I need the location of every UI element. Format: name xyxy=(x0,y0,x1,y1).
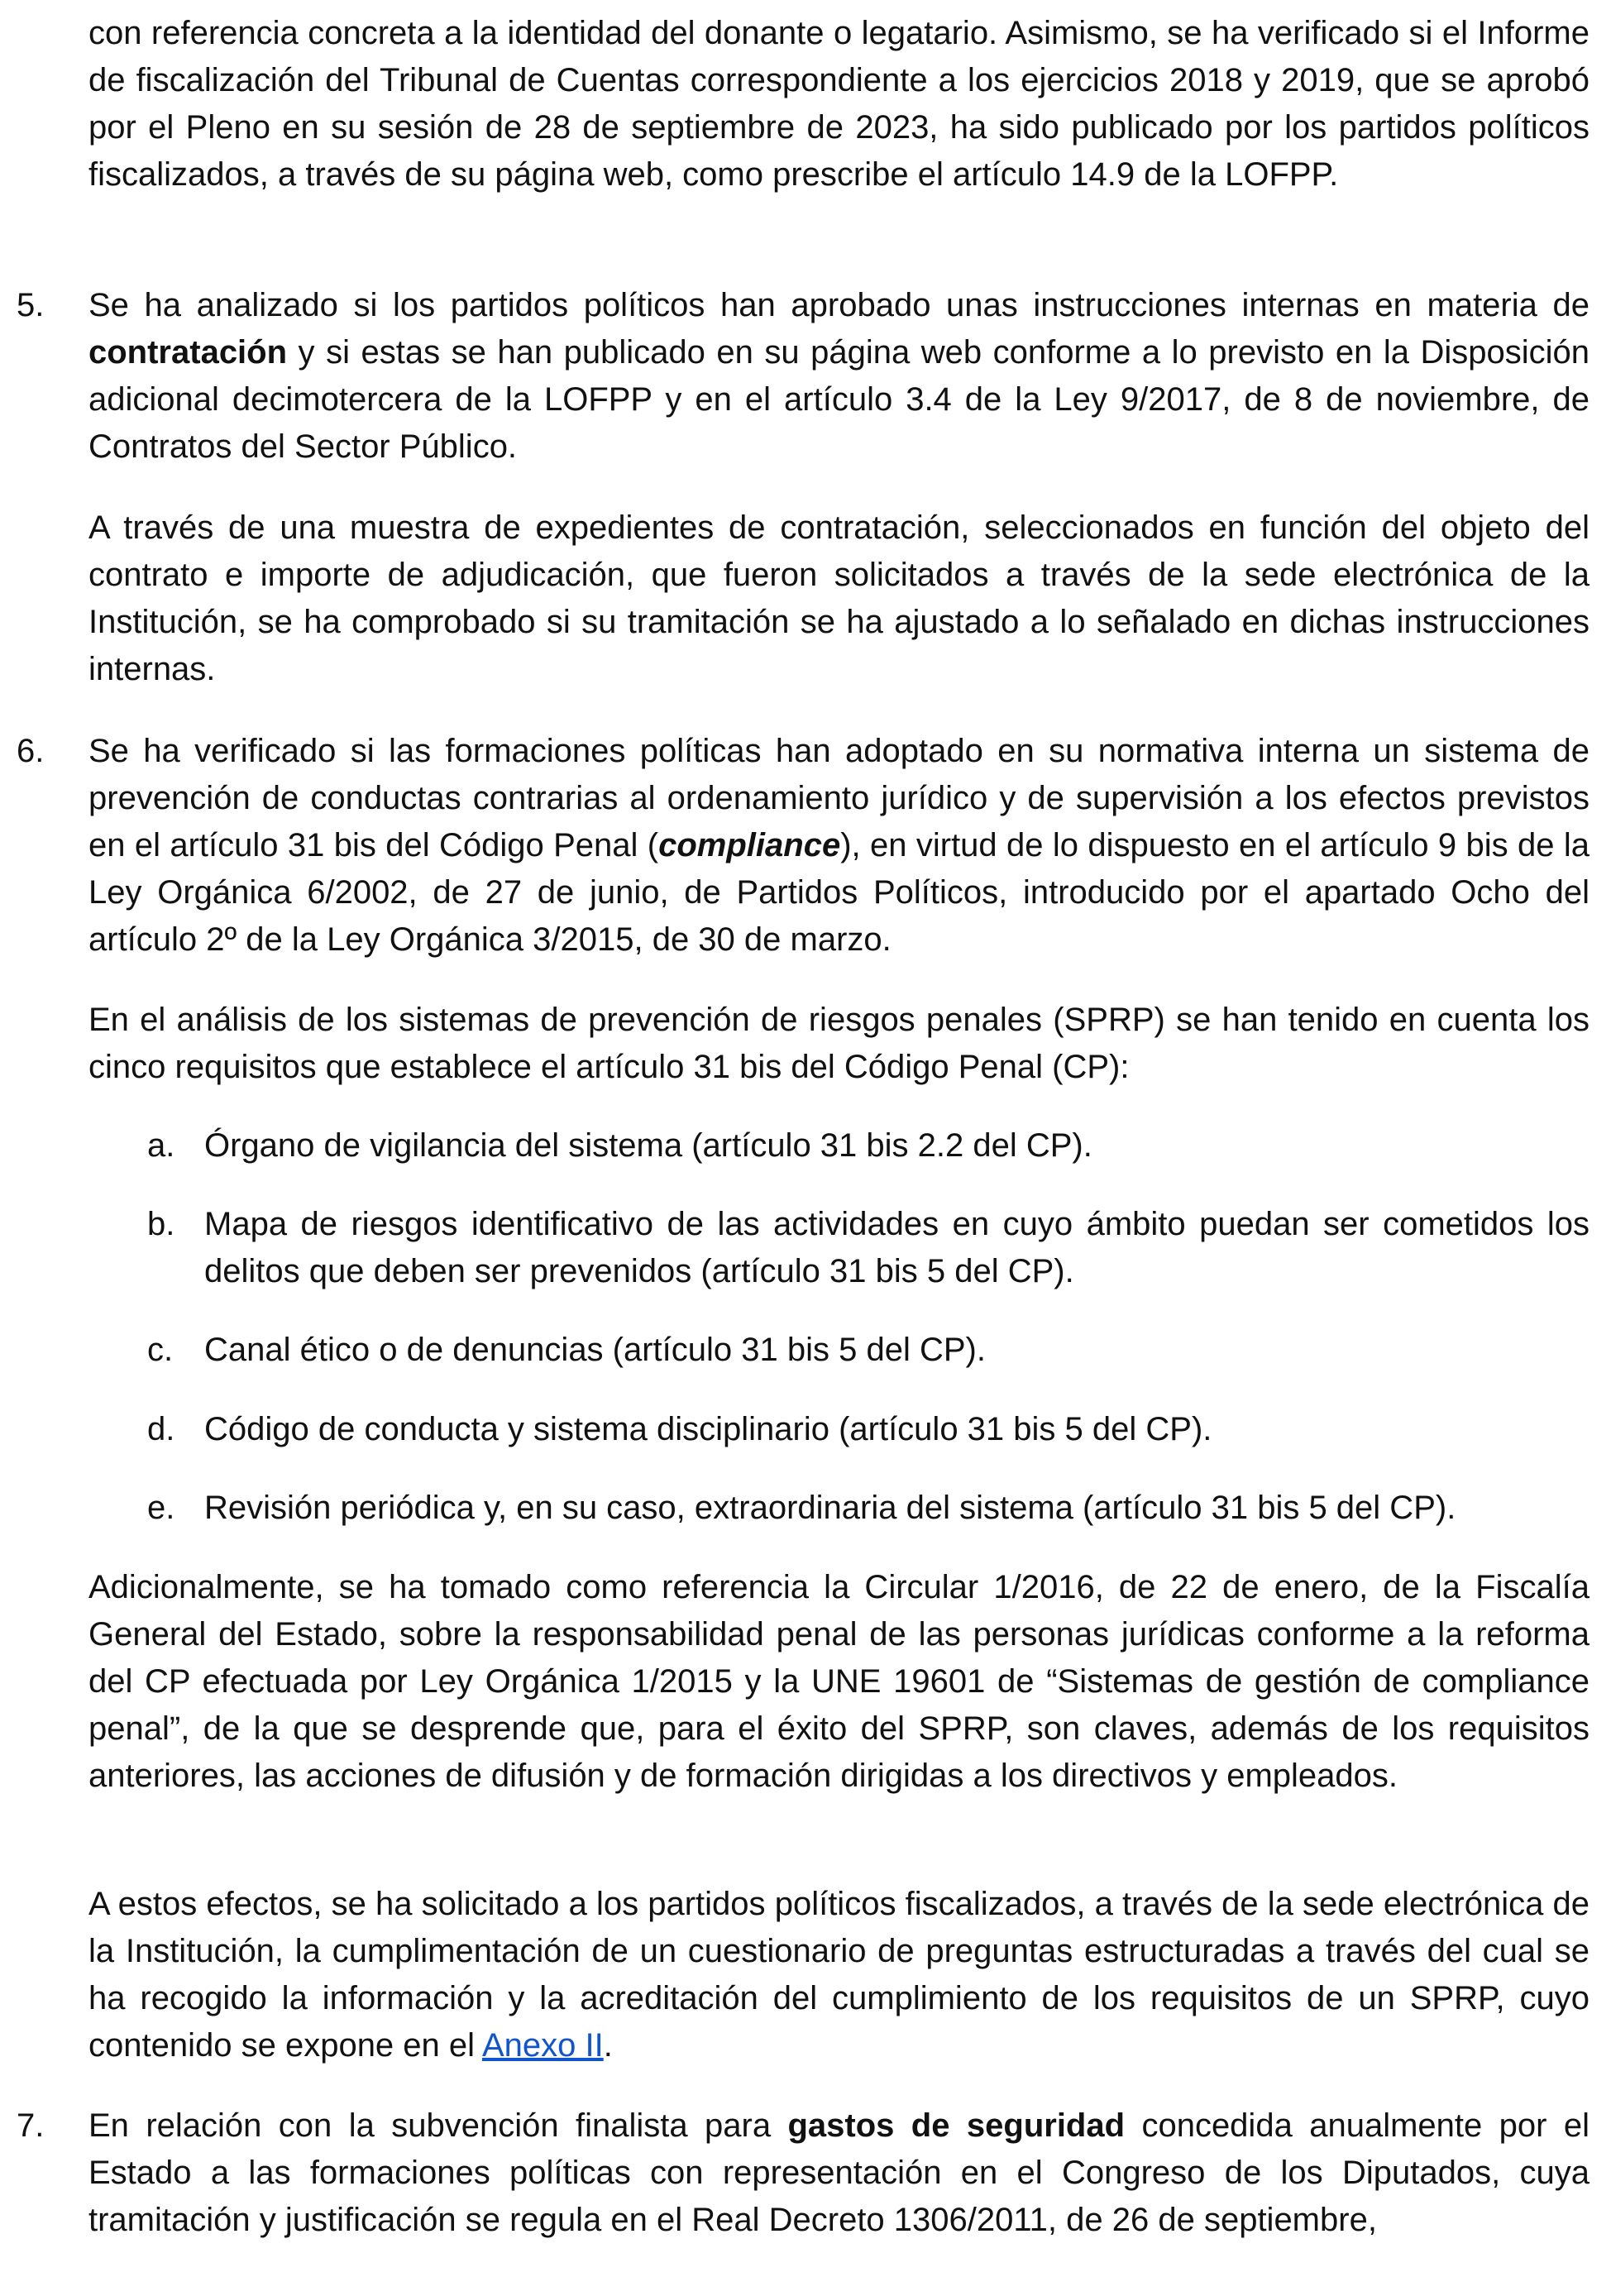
item-6-text-4a: A estos efectos, se ha solicitado a los partidos políticos fiscalizados, a través de la sede electrónica de la Institución, la cumplimentación de un cuestionario de preguntas estructuradas a través del cual se ha recogido la información y la acreditación del cumplimiento de los requisitos de un SPRP, cuyo contenido se expone en el xyxy=(88,1886,1589,2064)
item-6-paragraph-2 xyxy=(88,997,1589,1091)
item-5-paragraph-1 xyxy=(88,282,1589,471)
subitem-letter-d: d. xyxy=(147,1411,175,1447)
item-6-paragraph-1 xyxy=(88,728,1589,964)
item-6-paragraph-3 xyxy=(88,1564,1589,1800)
item-7-text-b: concedida anualmente por el Estado a las formaciones políticas con representación en el Congreso de los Diputados, cuya tramitación y justificación se regula en el Real Decreto 1306/2011, de 26 de septiembre, xyxy=(88,2107,1590,2238)
item-7-bold-term: gastos de seguridad xyxy=(787,2107,1126,2144)
subitem-text-d: Código de conducta y sistema disciplinario (artículo 31 bis 5 del CP). xyxy=(204,1411,1212,1447)
subitem-e xyxy=(204,1485,1589,1532)
item-number-7: 7. xyxy=(17,2107,45,2144)
subitem-d xyxy=(204,1406,1589,1453)
item-5-text-2: A través de una muestra de expedientes de contratación, seleccionados en función del objeto del contrato e importe de adjudicación, que fueron solicitados a través de la sede electrónica de la Institución, se ha comprobado si su tramitación se ha ajustado a lo señalado en dichas instrucciones internas. xyxy=(88,509,1589,687)
subitem-text-e: Revisión periódica y, en su caso, extraordinaria del sistema (artículo 31 bis 5 del CP). xyxy=(204,1490,1456,1526)
item-6-text-2: En el análisis de los sistemas de prevención de riesgos penales (SPRP) se han tenido en cuenta los cinco requisitos que establece el artículo 31 bis del Código Penal (CP): xyxy=(88,1002,1589,1085)
subitem-letter-b: b. xyxy=(147,1206,175,1242)
item-6-text-a: Se ha verificado si las formaciones políticas han adoptado en su normativa interna un sistema de prevención de conductas contrarias al ordenamiento jurídico y de supervisión a los efectos previstos en el artículo 31 bis del Código Penal ( xyxy=(88,733,1589,863)
item-5-text-b: y si estas se han publicado en su página web conforme a lo previsto en la Disposición adicional decimotercera de la LOFPP y en el artículo 3.4 de la Ley 9/2017, de 8 de noviembre, de Contratos del Sector Público. xyxy=(88,334,1589,465)
intro-paragraph xyxy=(88,10,1589,199)
item-6-text-3: Adicionalmente, se ha tomado como referencia la Circular 1/2016, de 22 de enero, de la Fiscalía General del Estado, sobre la responsabilidad penal de las personas jurídicas conforme a la reforma del CP efectuada por Ley Orgánica 1/2015 y la UNE 19601 de “Sistemas de gestión de compliance penal”, de la que se desprende que, para el éxito del SPRP, son claves, además de los requisitos anteriores, las acciones de difusión y de formación dirigidas a los directivos y empleados. xyxy=(88,1569,1589,1794)
subitem-letter-a: a. xyxy=(147,1127,175,1164)
subitem-c xyxy=(204,1327,1589,1374)
anexo-ii-link[interactable]: Anexo II xyxy=(481,2027,604,2064)
item-5-text-a: Se ha analizado si los partidos políticos han aprobado unas instrucciones internas en materia de xyxy=(88,287,1589,323)
subitem-text-a: Órgano de vigilancia del sistema (artículo 31 bis 2.2 del CP). xyxy=(204,1127,1092,1164)
item-6-bold-term: compliance xyxy=(658,827,841,863)
subitem-text-b: Mapa de riesgos identificativo de las actividades en cuyo ámbito puedan ser cometidos los delitos que deben ser prevenidos (artículo 31 bis 5 del CP). xyxy=(204,1206,1589,1289)
item-number-5: 5. xyxy=(17,287,45,323)
intro-text: con referencia concreta a la identidad del donante o legatario. Asimismo, se ha verificado si el Informe de fiscalización del Tribunal de Cuentas correspondiente a los ejercicios 2018 y 2019, que se aprobó por el Pleno en su sesión de 28 de septiembre de 2023, ha sido publicado por los partidos políticos fiscalizados, a través de su página web, como prescribe el artículo 14.9 de la LOFPP. xyxy=(88,15,1589,193)
subitem-letter-c: c. xyxy=(147,1332,174,1368)
subitem-text-c: Canal ético o de denuncias (artículo 31 bis 5 del CP). xyxy=(204,1332,986,1368)
item-7-text-a: En relación con la subvención finalista para xyxy=(88,2107,788,2144)
subitem-a xyxy=(204,1122,1589,1170)
item-6-text-b: ), en virtud de lo dispuesto en el artículo 9 bis de la Ley Orgánica 6/2002, de 27 de junio, de Partidos Políticos, introducido por el apartado Ocho del artículo 2º de la Ley Orgánica 3/2015, de 30 de marzo. xyxy=(88,827,1589,958)
item-5-bold-term: contratación xyxy=(88,334,288,371)
subitem-b xyxy=(204,1201,1589,1295)
item-5-paragraph-2 xyxy=(88,505,1589,693)
item-6-paragraph-4 xyxy=(88,1881,1589,2069)
item-6-text-4b: . xyxy=(603,2027,613,2064)
item-7-paragraph-1 xyxy=(88,2102,1589,2244)
item-number-6: 6. xyxy=(17,733,45,769)
subitem-letter-e: e. xyxy=(147,1490,175,1526)
